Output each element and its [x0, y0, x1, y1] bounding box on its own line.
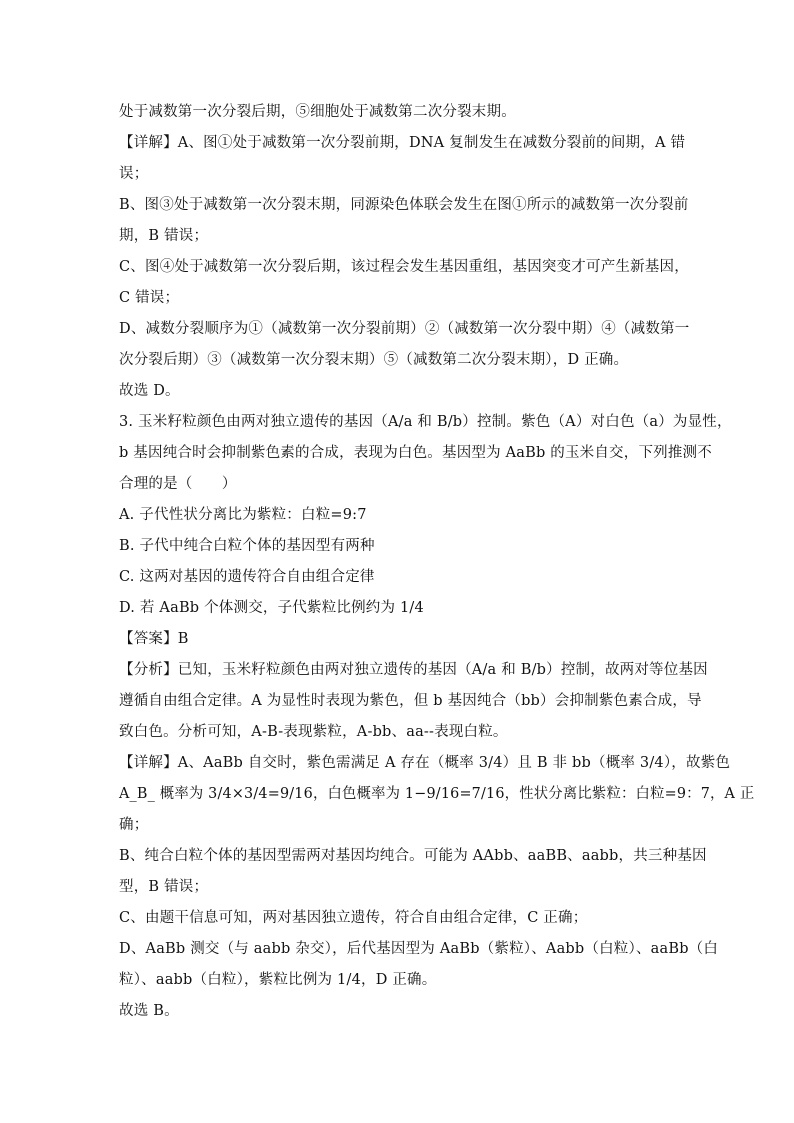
- option-c: C. 这两对基因的遗传符合自由组合定律: [119, 569, 375, 585]
- text-line: 处于减数第一次分裂后期，⑤细胞处于减数第二次分裂末期。: [119, 104, 516, 120]
- explanation-line: 粒）、aabb（白粒），紫粒比例为 1/4，D 正确。: [119, 972, 437, 988]
- question-stem: b 基因纯合时会抑制紫色素的合成，表现为白色。基因型为 AaBb 的玉米自交，下列推测不: [119, 445, 712, 461]
- option-d: D. 若 AaBb 个体测交，子代紫粒比例约为 1/4: [119, 600, 424, 616]
- option-a: A. 子代性状分离比为紫粒：白粒=9:7: [119, 507, 367, 523]
- text-line: 误；: [119, 166, 149, 182]
- analysis-line: 遵循自由组合定律。A 为显性时表现为紫色，但 b 基因纯合（bb）会抑制紫色素合成，导: [119, 693, 702, 709]
- explanation-line: C、由题干信息可知，两对基因独立遗传，符合自由组合定律，C 正确；: [119, 910, 588, 926]
- text-line: 期，B 错误；: [119, 228, 209, 244]
- explanation-line: B、纯合白粒个体的基因型需两对基因均纯合。可能为 AAbb、aaBB、aabb，共三种基因: [119, 848, 707, 864]
- analysis-line: 【分析】已知，玉米籽粒颜色由两对独立遗传的基因（A/a 和 B/b）控制，故两对等位基因: [119, 662, 708, 678]
- text-line: 故选 D。: [119, 383, 180, 399]
- option-b: B. 子代中纯合白粒个体的基因型有两种: [119, 538, 375, 554]
- analysis-line: 致白色。分析可知，A-B-表现紫粒，A-bb、aa--表现白粒。: [119, 724, 508, 740]
- answer-line: 【答案】B: [119, 631, 189, 647]
- text-line: D、减数分裂顺序为①（减数第一次分裂前期）②（减数第一次分裂中期）④（减数第一: [119, 321, 690, 337]
- explanation-line: 确；: [119, 817, 149, 833]
- conclusion-line: 故选 B。: [119, 1003, 179, 1019]
- text-line: C 错误；: [119, 290, 180, 306]
- explanation-line: 型，B 错误；: [119, 879, 209, 895]
- text-line: B、图③处于减数第一次分裂末期，同源染色体联会发生在图①所示的减数第一次分裂前: [119, 197, 689, 213]
- question-stem: 3. 玉米籽粒颜色由两对独立遗传的基因（A/a 和 B/b）控制。紫色（A）对白色（a）为显性，: [119, 414, 732, 430]
- question-stem: 合理的是（ ）: [119, 476, 237, 492]
- text-line: 【详解】A、图①处于减数第一次分裂前期，DNA 复制发生在减数分裂前的间期，A 错: [119, 135, 686, 151]
- explanation-line: A_B_ 概率为 3/4×3/4=9/16，白色概率为 1−9/16=7/16，性状分离比紫粒：白粒=9：7，A 正: [119, 786, 755, 802]
- text-line: 次分裂后期）③（减数第一次分裂末期）⑤（减数第二次分裂末期），D 正确。: [119, 352, 629, 368]
- text-line: C、图④处于减数第一次分裂后期，该过程会发生基因重组，基因突变才可产生新基因，: [119, 259, 689, 275]
- explanation-line: D、AaBb 测交（与 aabb 杂交），后代基因型为 AaBb（紫粒）、Aabb（白粒）、aaBb（白: [119, 941, 719, 957]
- explanation-line: 【详解】A、AaBb 自交时，紫色需满足 A 存在（概率 3/4）且 B 非 bb（概率 3/4），故紫色: [119, 755, 731, 771]
